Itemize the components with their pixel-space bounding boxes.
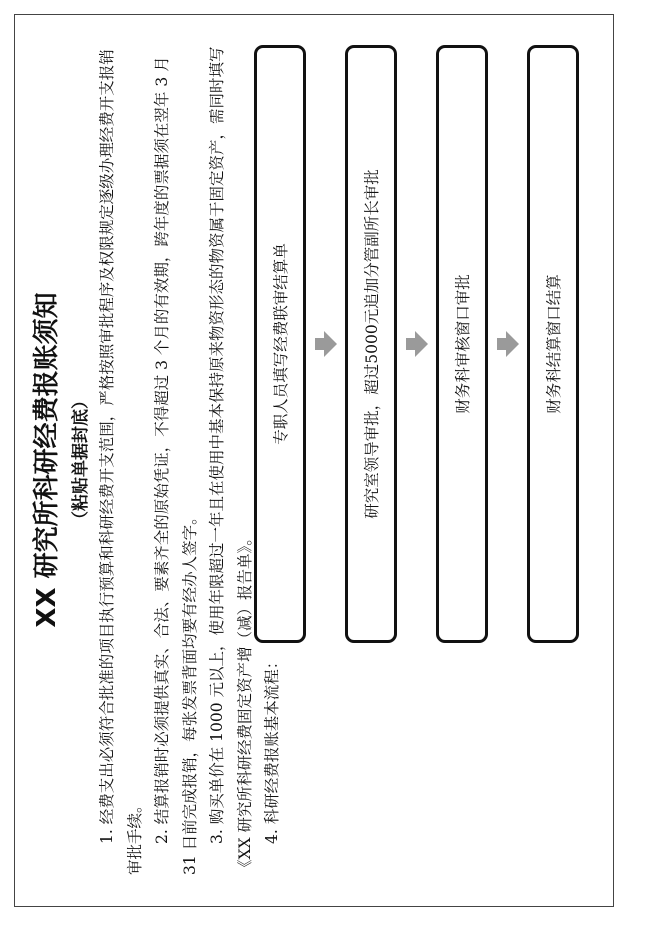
rotated-notice [30, 25, 610, 895]
flow-step-4: 财务科结算窗口结算 [527, 45, 579, 643]
flow-arrow-icon [315, 329, 337, 359]
rule-paragraph-2: 2. 结算报销时必须提供真实、合法、要素齐全的原始凭证，不得超过 3 个月的有效期，跨年度的票据须在翌年 3 月 31 日前完成报销，每张发票背面均要有经办人签字。 [153, 56, 199, 875]
flow-step-1: 专职人员填写经费联审结算单 [254, 45, 306, 643]
flow-step-2: 研究室领导审批，超过5000元追加分管副所长审批 [345, 45, 397, 643]
notice-subtitle: （粘贴单据封底） [71, 392, 91, 528]
notice-title: XX 研究所科研经费报账须知 [32, 292, 62, 628]
flow-step-3: 财务科审核窗口审批 [436, 45, 488, 643]
rule-paragraph-1: 1. 经费支出必须符合批准的项目执行预算和科研经费开支范围，严格按照审批程序及权限规定逐级办理经费开支报销审批手续。 [98, 49, 144, 875]
flow-arrow-icon [406, 329, 428, 359]
page-bottom-line [14, 906, 488, 907]
rule-paragraph-3: 3. 购买单价在 1000 元以上，使用年限超过一年且在使用中基本保持原来物资形态的物资属于固定资产，需同时填写《XX 研究所科研经费固定资产增（减）报告单》。 [208, 46, 254, 875]
flow-arrow-icon [497, 329, 519, 359]
rule-paragraph-4: 4. 科研经费报账基本流程： [263, 653, 281, 844]
